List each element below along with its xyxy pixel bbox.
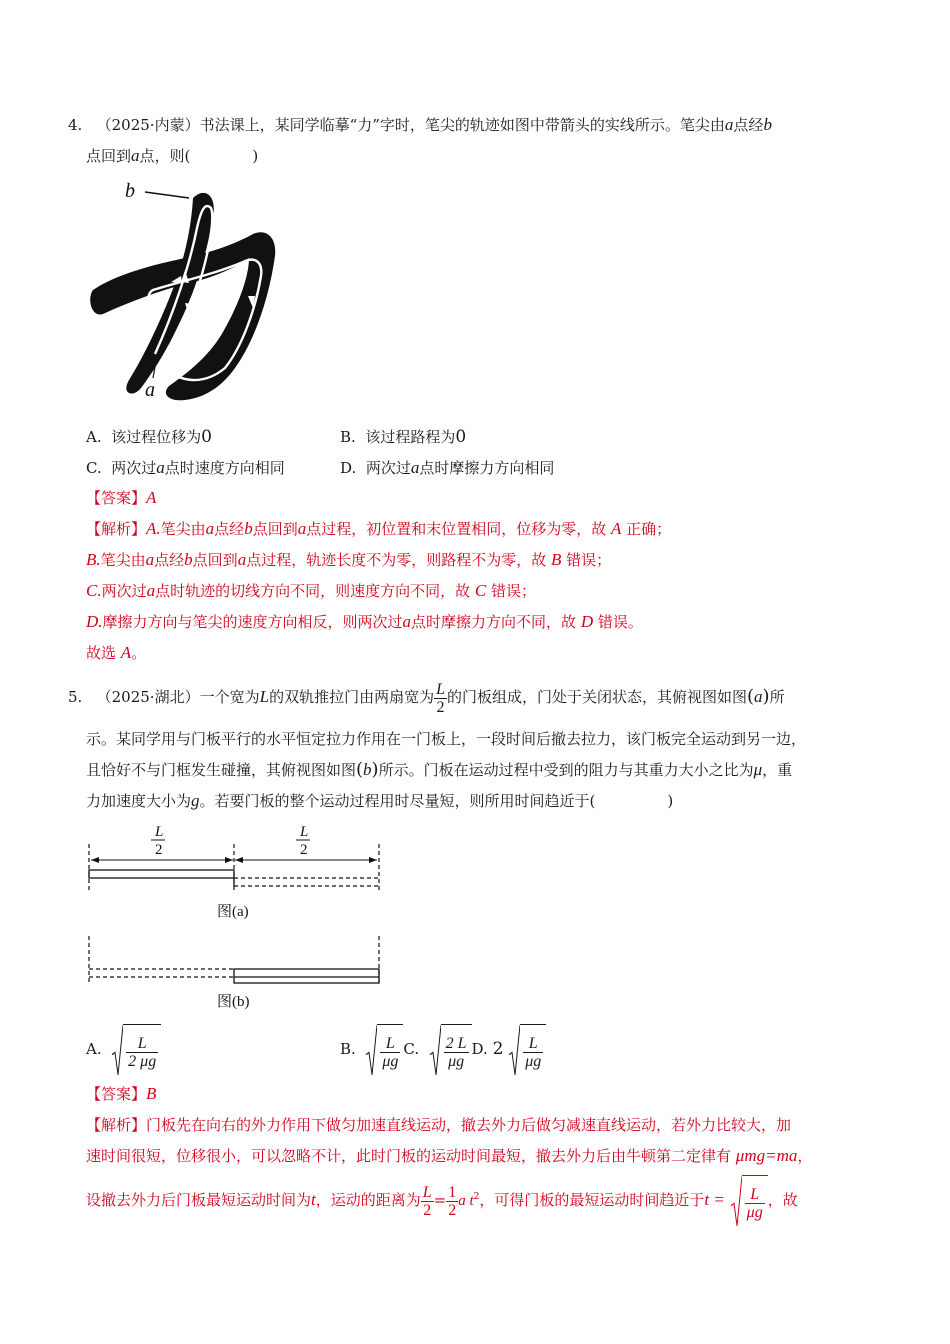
door-figure-b [85,932,385,1014]
svg-text:2: 2 [300,842,308,858]
q4-analysis-line2: B.笔尖由a点经b点回到a点过程，轨迹长度不为零，则路程不为零，故 B 错误； [86,550,612,569]
figure-label-b: b [125,180,135,202]
sqrt-l-over-mug-2: $\frac{L}{\mu g}$ [508,1024,546,1076]
figure-label-a: a [145,379,155,401]
svg-text:L: L [155,824,164,840]
q4-analysis-line3: C.两次过a点时轨迹的切线方向不同，则速度方向不同，故 C 错误； [86,581,537,600]
q4-stem-line2: 点回到a点，则( ) [86,146,259,165]
calligraphy-li-figure [85,172,285,412]
sqrt-l-over-2mug: $\frac{L}{2 \mu g}$ [111,1024,161,1076]
door-figure-a [85,818,385,922]
sqrt-l-over-mug-answer: $\frac{L}{\mu g}$ [730,1175,768,1227]
q5-stem-line4: 力加速度大小为g。若要门板的整个运动过程用时尽量短，则所用时间趋近于( ) [86,791,674,810]
fraction-l-over-2: $\frac{L}{2}$ [436,680,445,716]
q4-option-d[interactable]: D. 两次过a点时摩擦力方向相同 [340,458,555,477]
q5-analysis-line2: 速时间很短，位移很小，可以忽略不计，此时门板的运动时间最短，撤去外力后由牛顿第二定律有 μmg=ma， [86,1146,813,1165]
q4-option-a[interactable]: A. 该过程位移为0 [86,427,212,447]
svg-text:L: L [300,824,309,840]
q4-answer: 【答案】A [86,488,157,507]
q4-option-b[interactable]: B. 该过程路程为0 [340,427,467,447]
door-panel-moved [234,969,379,983]
trajectory-arrow-2 [185,303,193,316]
q5-option-b[interactable]: B. $\frac{L}{\mu g}$ C. $\frac{2 L}{\mu g}$ D. 2 $\frac{L}{\mu g}$ [340,1024,546,1076]
figure-b-caption: 图(b) [217,994,250,1010]
q4-analysis-line4: D.摩擦力方向与笔尖的速度方向相反，则两次过a点时摩擦力方向不同，故 D 错误。 [86,612,643,631]
q5-analysis-line3: 设撤去外力后门板最短运动时间为t，运动的距离为 $\frac{L}{2}$ = $\frac{1}{2}$ a $t^2$，可得门板的最短运动时间趋近于t = $\frac{L}{\mu g}$ ，故 [86,1172,798,1227]
q4-stem-line1: 4. （2025·内蒙）书法课上，某同学临摹“力”字时，笔尖的轨迹如图中带箭头的实线所示。笔尖由a点经b [68,115,772,134]
sqrt-l-over-mug: $\frac{L}{\mu g}$ [365,1024,403,1076]
q5-option-c[interactable]: C. $\frac{2 L}{\mu g}$ [403,1040,471,1058]
q5-stem-line2: 示。某同学用与门板平行的水平恒定拉力作用在一门板上，一段时间后撤去拉力，该门板完全运动到另一边， [86,730,807,748]
q5-option-a[interactable]: A. $\frac{L}{2 \mu g}$ [86,1024,161,1076]
door-panel-left [89,870,234,878]
q4-number: 4. [68,116,83,134]
q5-answer: 【答案】B [86,1084,157,1103]
q5-stem-line1: 5. （2025·湖北）一个宽为L的双轨推拉门由两扇宽为 $\frac{L}{2}$ 的门板组成，门处于关闭状态，其俯视图如图(a)所 [68,680,785,716]
q4-analysis-line1: 【解析】A.笔尖由a点经b点回到a点过程，初位置和末位置相同，位移为零，故 A 正确； [86,519,672,538]
q4-analysis-line5: 故选 A。 [86,643,147,662]
q5-number: 5. [68,688,83,706]
q4-source: （2025·内蒙） [96,116,200,134]
q5-stem-line3: 且恰好不与门框发生碰撞，其俯视图如图(b)所示。门板在运动过程中受到的阻力与其重力大小之比为μ，重 [86,759,793,780]
q5-analysis-line1: 【解析】门板先在向右的外力作用下做匀加速直线运动，撤去外力后做匀减速直线运动，若外力比较大，加 [86,1116,792,1134]
svg-text:2: 2 [155,842,163,858]
q5-option-d[interactable]: D. 2 $\frac{L}{\mu g}$ [472,1040,547,1058]
q5-source: （2025·湖北） [96,688,200,706]
sqrt-2l-over-mug: $\frac{2 L}{\mu g}$ [429,1024,472,1076]
figure-a-caption: 图(a) [217,904,249,920]
q4-option-c[interactable]: C. 两次过a点时速度方向相同 [86,458,285,477]
